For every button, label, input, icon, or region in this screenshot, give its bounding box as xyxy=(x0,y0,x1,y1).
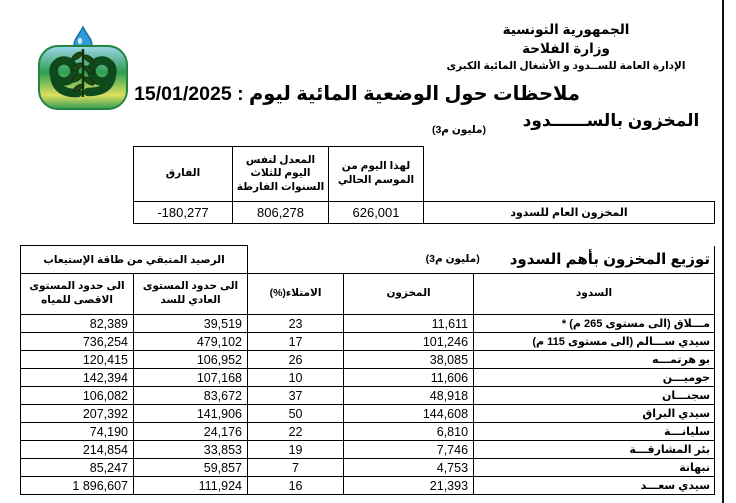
section2-unit-label: (مليون م3) xyxy=(425,253,480,266)
dam-name-cell: سليانـــة xyxy=(474,423,715,441)
table-row xyxy=(21,387,715,405)
dam-name-cell: مـــلاق (الى مستوى 265 م) * xyxy=(474,315,715,333)
table-row xyxy=(21,333,715,351)
col-difference: الفارق xyxy=(134,147,233,202)
dam-name-cell: سيدي ســـالم (الى مستوى 115 م) xyxy=(474,333,715,351)
remaining-max-value: 1 896,607 xyxy=(21,477,134,495)
remaining-max-value: 74,190 xyxy=(21,423,134,441)
remaining-max-value: 214,854 xyxy=(21,441,134,459)
table-row xyxy=(21,477,715,495)
fill-percent-value: 10 xyxy=(248,369,344,387)
stock-value: 7,746 xyxy=(344,441,474,459)
remaining-normal-value: 39,519 xyxy=(134,315,248,333)
current-season-value: 626,001 xyxy=(329,202,424,224)
section2-title-cell xyxy=(248,246,715,274)
stock-value: 48,918 xyxy=(344,387,474,405)
stock-value: 144,608 xyxy=(344,405,474,423)
remaining-normal-value: 59,857 xyxy=(134,459,248,477)
government-header xyxy=(388,20,736,75)
fill-percent-value: 16 xyxy=(248,477,344,495)
stock-value: 6,810 xyxy=(344,423,474,441)
remaining-max-value: 82,389 xyxy=(21,315,134,333)
three-year-average-value: 806,278 xyxy=(233,202,329,224)
col-to-max-level: الى حدود المستوى الاقصى للمياه xyxy=(21,274,134,315)
fill-percent-value: 37 xyxy=(248,387,344,405)
table-row xyxy=(21,315,715,333)
fill-percent-value: 19 xyxy=(248,441,344,459)
stock-value: 11,606 xyxy=(344,369,474,387)
dam-name-cell: بو هرتمـــه xyxy=(474,351,715,369)
remaining-normal-value: 107,168 xyxy=(134,369,248,387)
fill-percent-value: 26 xyxy=(248,351,344,369)
remaining-normal-value: 24,176 xyxy=(134,423,248,441)
table-row xyxy=(21,405,715,423)
section2-title-row xyxy=(21,246,715,274)
col-to-normal-level: الى حدود المستوى العادي للسد xyxy=(134,274,248,315)
dam-name-cell: جوميـــن xyxy=(474,369,715,387)
fill-percent-value: 23 xyxy=(248,315,344,333)
section1-title: المخزون بالســــــدود xyxy=(522,111,700,130)
stock-value: 11,611 xyxy=(344,315,474,333)
remaining-max-value: 142,394 xyxy=(21,369,134,387)
col-stock: المخزون xyxy=(344,274,474,315)
difference-value: -180,277 xyxy=(134,202,233,224)
ministry-of-agriculture-logo xyxy=(36,26,130,112)
directorate-name: الإدارة العامة للســدود و الأشغال المائية الكبرى xyxy=(446,60,686,72)
empty-header-cell xyxy=(424,147,715,202)
remaining-max-value: 85,247 xyxy=(21,459,134,477)
table-row xyxy=(134,202,715,224)
remaining-max-value: 736,254 xyxy=(21,333,134,351)
col-dams: السدود xyxy=(474,274,715,315)
section1-unit-label: (مليون م3) xyxy=(431,124,487,136)
table-row xyxy=(21,351,715,369)
page-right-border xyxy=(722,0,724,503)
table-header-row xyxy=(134,147,715,202)
table-row xyxy=(21,369,715,387)
remaining-normal-value: 83,672 xyxy=(134,387,248,405)
table-row xyxy=(21,441,715,459)
remaining-max-value: 207,392 xyxy=(21,405,134,423)
table-row xyxy=(21,459,715,477)
remaining-normal-value: 479,102 xyxy=(134,333,248,351)
dam-name-cell: سيدي سعـــد xyxy=(474,477,715,495)
stock-value: 101,246 xyxy=(344,333,474,351)
stock-value: 21,393 xyxy=(344,477,474,495)
fill-percent-value: 17 xyxy=(248,333,344,351)
report-title: ملاحظات حول الوضعية المائية ليوم : 15/01/2025 xyxy=(134,83,580,105)
stock-value: 38,085 xyxy=(344,351,474,369)
dam-name-cell: نبهانة xyxy=(474,459,715,477)
fill-percent-value: 50 xyxy=(248,405,344,423)
dam-name-cell: بئر المشارقـــة xyxy=(474,441,715,459)
global-stock-table xyxy=(133,146,715,224)
remaining-max-value: 120,415 xyxy=(21,351,134,369)
ministry-name: وزارة الفلاحة xyxy=(522,41,610,56)
remaining-normal-value: 141,906 xyxy=(134,405,248,423)
remaining-normal-value: 111,924 xyxy=(134,477,248,495)
stock-value: 4,753 xyxy=(344,459,474,477)
dam-name-cell: سجنـــان xyxy=(474,387,715,405)
col-current-season: لهذا اليوم من الموسم الحالي xyxy=(329,147,424,202)
table-row xyxy=(21,423,715,441)
dam-distribution-table xyxy=(20,245,715,495)
col-three-year-average: المعدل لنفس اليوم للثلاث السنوات الفارطة xyxy=(233,147,329,202)
remaining-normal-value: 106,952 xyxy=(134,351,248,369)
global-stock-label: المخزون العام للسدود xyxy=(424,202,715,224)
remaining-normal-value: 33,853 xyxy=(134,441,248,459)
fill-percent-value: 7 xyxy=(248,459,344,477)
remaining-capacity-header: الرصيد المتبقي من طاقة الإستيعاب xyxy=(21,246,248,274)
fill-percent-value: 22 xyxy=(248,423,344,441)
republic-name: الجمهورية التونسية xyxy=(502,22,630,37)
col-fill-percent: الامتلاء(%) xyxy=(248,274,344,315)
table-header-row xyxy=(21,274,715,315)
remaining-max-value: 106,082 xyxy=(21,387,134,405)
dam-name-cell: سيدي البراق xyxy=(474,405,715,423)
section2-title: توزيع المخزون بأهم السدود xyxy=(509,251,711,269)
